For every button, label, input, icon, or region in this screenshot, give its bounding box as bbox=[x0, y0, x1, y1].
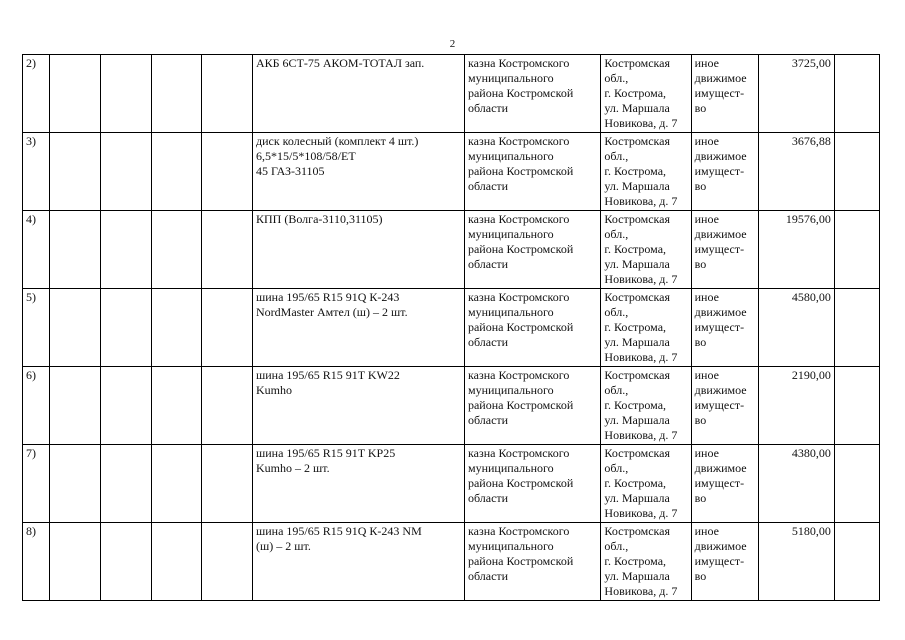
empty-cell bbox=[100, 367, 151, 445]
empty-cell bbox=[100, 445, 151, 523]
address: Костромская обл., г. Кострома, ул. Маршала Новикова, д. 7 bbox=[601, 367, 691, 445]
property-type: иное движимое имущест- во bbox=[691, 133, 759, 211]
property-type: иное движимое имущест- во bbox=[691, 445, 759, 523]
item-name: АКБ 6СТ-75 АКОМ-ТОТАЛ зап. bbox=[253, 55, 465, 133]
cost-value: 19576,00 bbox=[759, 211, 835, 289]
item-name: шина 195/65 R15 91T KW22 Kumho bbox=[253, 367, 465, 445]
empty-cell bbox=[50, 289, 101, 367]
property-type: иное движимое имущест- во bbox=[691, 289, 759, 367]
row-number: 4) bbox=[23, 211, 50, 289]
table-row bbox=[23, 523, 880, 601]
empty-cell bbox=[834, 523, 879, 601]
item-name: шина 195/65 R15 91Q К-243 NM (ш) – 2 шт. bbox=[253, 523, 465, 601]
row-number: 5) bbox=[23, 289, 50, 367]
property-type: иное движимое имущест- во bbox=[691, 55, 759, 133]
cost-value: 5180,00 bbox=[759, 523, 835, 601]
address: Костромская обл., г. Кострома, ул. Маршала Новикова, д. 7 bbox=[601, 55, 691, 133]
cost-value: 3725,00 bbox=[759, 55, 835, 133]
cost-value: 2190,00 bbox=[759, 367, 835, 445]
empty-cell bbox=[50, 133, 101, 211]
address: Костромская обл., г. Кострома, ул. Маршала Новикова, д. 7 bbox=[601, 445, 691, 523]
empty-cell bbox=[834, 367, 879, 445]
table-row bbox=[23, 211, 880, 289]
empty-cell bbox=[151, 211, 202, 289]
address: Костромская обл., г. Кострома, ул. Маршала Новикова, д. 7 bbox=[601, 289, 691, 367]
empty-cell bbox=[834, 289, 879, 367]
empty-cell bbox=[202, 55, 253, 133]
empty-cell bbox=[50, 445, 101, 523]
empty-cell bbox=[151, 523, 202, 601]
item-name: диск колесный (комплект 4 шт.) 6,5*15/5*108/58/ЕТ 45 ГАЗ-31105 bbox=[253, 133, 465, 211]
empty-cell bbox=[50, 367, 101, 445]
cost-value: 4580,00 bbox=[759, 289, 835, 367]
empty-cell bbox=[151, 55, 202, 133]
empty-cell bbox=[202, 367, 253, 445]
item-name: шина 195/65 R15 91Q К-243 NordMaster Амтел (ш) – 2 шт. bbox=[253, 289, 465, 367]
table-row bbox=[23, 445, 880, 523]
table-row bbox=[23, 289, 880, 367]
cost-value: 3676,88 bbox=[759, 133, 835, 211]
empty-cell bbox=[50, 523, 101, 601]
empty-cell bbox=[151, 289, 202, 367]
owner: казна Костромского муниципального района Костромской области bbox=[464, 523, 600, 601]
empty-cell bbox=[834, 133, 879, 211]
empty-cell bbox=[834, 445, 879, 523]
row-number: 7) bbox=[23, 445, 50, 523]
empty-cell bbox=[50, 55, 101, 133]
row-number: 2) bbox=[23, 55, 50, 133]
empty-cell bbox=[100, 55, 151, 133]
empty-cell bbox=[151, 445, 202, 523]
property-table bbox=[22, 54, 880, 601]
empty-cell bbox=[202, 133, 253, 211]
cost-value: 4380,00 bbox=[759, 445, 835, 523]
empty-cell bbox=[202, 523, 253, 601]
empty-cell bbox=[100, 133, 151, 211]
property-type: иное движимое имущест- во bbox=[691, 211, 759, 289]
table-body bbox=[23, 55, 880, 601]
row-number: 3) bbox=[23, 133, 50, 211]
empty-cell bbox=[100, 211, 151, 289]
empty-cell bbox=[151, 367, 202, 445]
owner: казна Костромского муниципального района Костромской области bbox=[464, 55, 600, 133]
empty-cell bbox=[100, 289, 151, 367]
owner: казна Костромского муниципального района Костромской области bbox=[464, 367, 600, 445]
empty-cell bbox=[834, 211, 879, 289]
table-row bbox=[23, 55, 880, 133]
table-row bbox=[23, 133, 880, 211]
empty-cell bbox=[50, 211, 101, 289]
address: Костромская обл., г. Кострома, ул. Маршала Новикова, д. 7 bbox=[601, 133, 691, 211]
row-number: 6) bbox=[23, 367, 50, 445]
owner: казна Костромского муниципального района Костромской области bbox=[464, 445, 600, 523]
property-type: иное движимое имущест- во bbox=[691, 523, 759, 601]
empty-cell bbox=[202, 211, 253, 289]
owner: казна Костромского муниципального района Костромской области bbox=[464, 289, 600, 367]
empty-cell bbox=[834, 55, 879, 133]
page-number: 2 bbox=[449, 38, 456, 50]
item-name: КПП (Волга-3110,31105) bbox=[253, 211, 465, 289]
item-name: шина 195/65 R15 91T KP25 Kumho – 2 шт. bbox=[253, 445, 465, 523]
table-row bbox=[23, 367, 880, 445]
empty-cell bbox=[202, 289, 253, 367]
owner: казна Костромского муниципального района Костромской области bbox=[464, 133, 600, 211]
address: Костромская обл., г. Кострома, ул. Маршала Новикова, д. 7 bbox=[601, 523, 691, 601]
property-type: иное движимое имущест- во bbox=[691, 367, 759, 445]
empty-cell bbox=[151, 133, 202, 211]
address: Костромская обл., г. Кострома, ул. Маршала Новикова, д. 7 bbox=[601, 211, 691, 289]
owner: казна Костромского муниципального района Костромской области bbox=[464, 211, 600, 289]
row-number: 8) bbox=[23, 523, 50, 601]
empty-cell bbox=[100, 523, 151, 601]
empty-cell bbox=[202, 445, 253, 523]
